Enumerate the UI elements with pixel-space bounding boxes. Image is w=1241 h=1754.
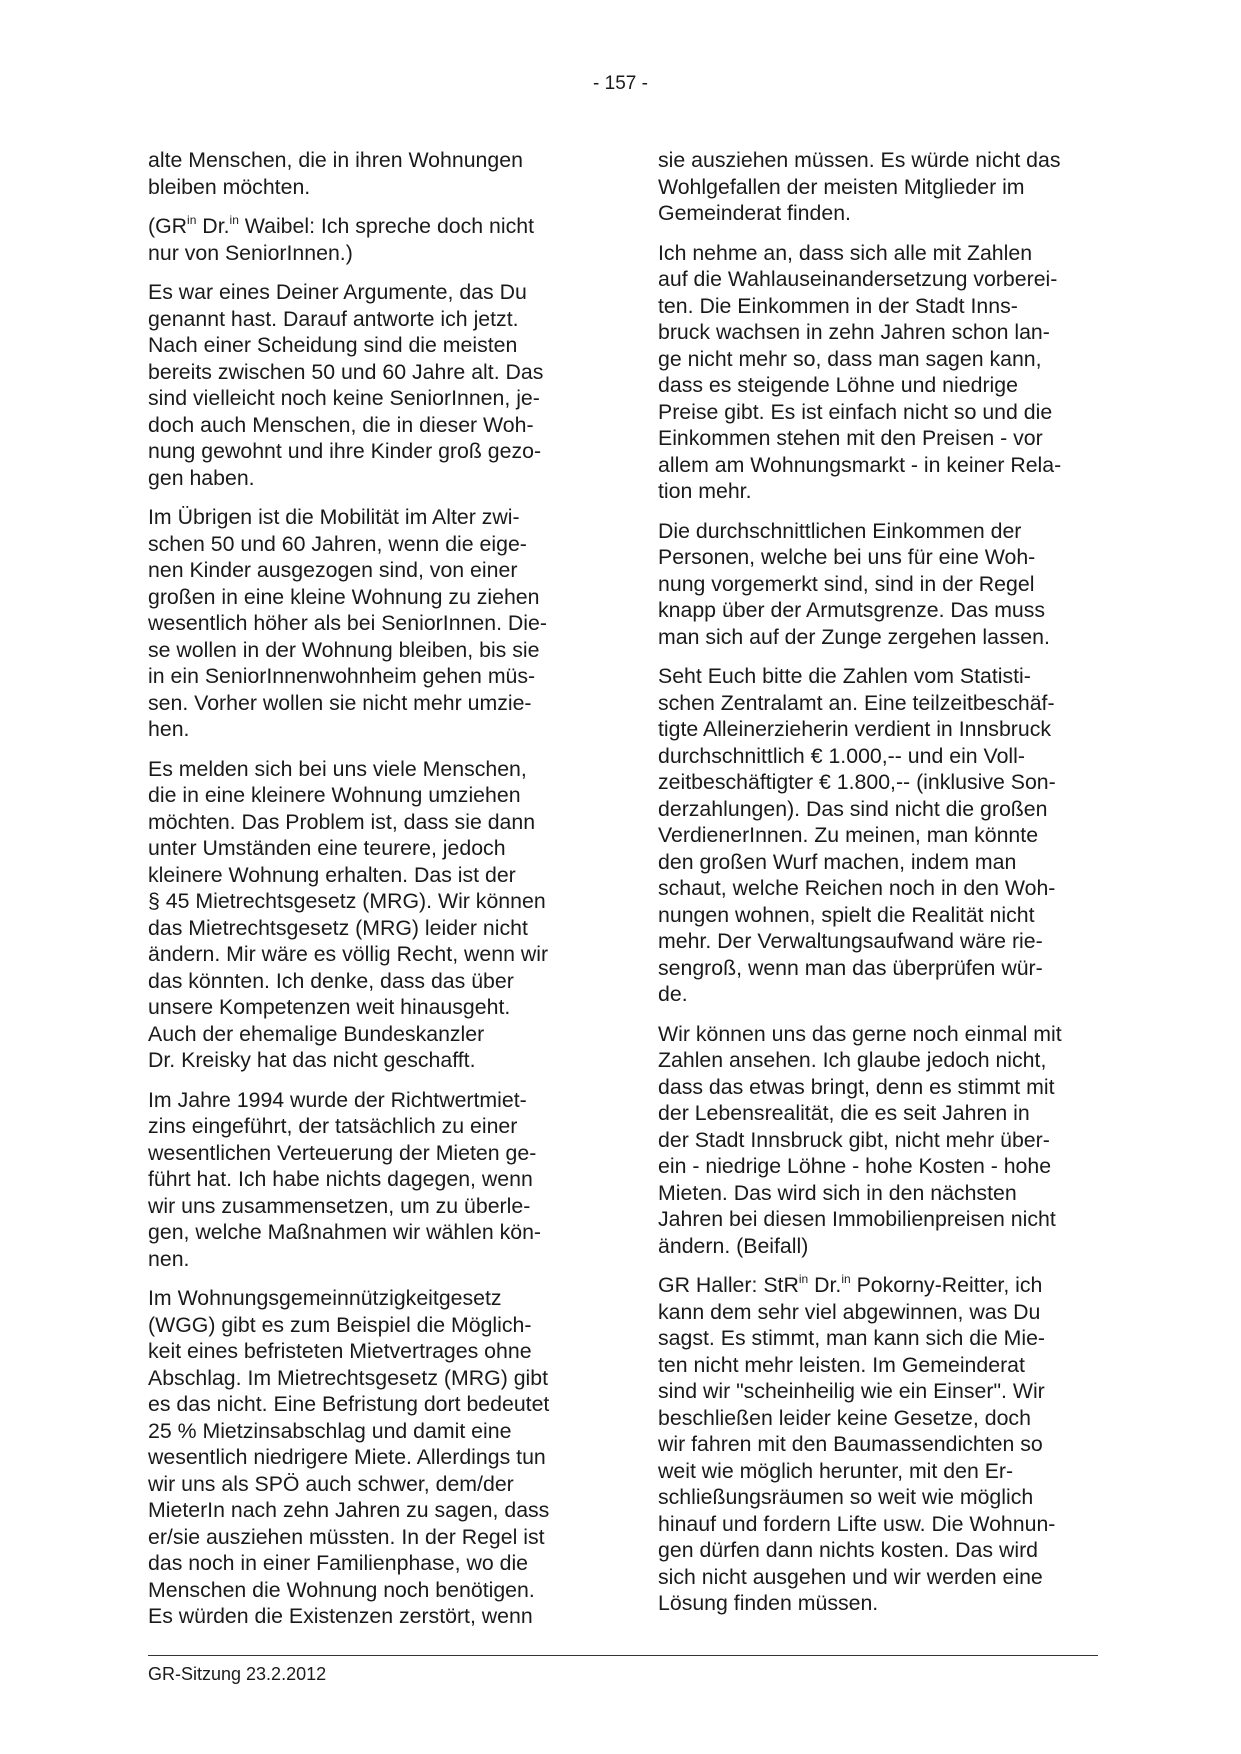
paragraph: Im Übrigen ist die Mobilität im Alter zwi- schen 50 und 60 Jahren, wenn die eige- nen Kinder ausgezogen sind, von einer großen in eine kleine Wohnung zu ziehen wesentlich höher als bei SeniorInnen. Die- se wollen in der Wohnung bleiben, bis sie in ein SeniorInnenwohnheim gehen müs- sen. Vorher wollen sie nicht mehr umzie- hen. <box>148 505 547 741</box>
left-column <box>148 147 588 1643</box>
text-run: Dr. <box>808 1273 842 1297</box>
text-run: (GR <box>148 214 188 238</box>
text-run: Dr. <box>196 214 230 238</box>
paragraph: Seht Euch bitte die Zahlen vom Statisti- schen Zentralamt an. Eine teilzeitbeschäf- tigte Alleinerzieherin verdient in Innsbruck durchschnittlich € 1.000,-- und ein Voll- zeitbeschäftigter € 1.800,-- (inklusive Son- derzahlungen). Das sind nicht die großen VerdienerInnen. Zu meinen, man könnte den großen Wurf machen, indem man schaut, welche Reichen noch in den Woh- nungen wohnen, spielt die Realität nicht mehr. Der Verwaltungsaufwand wäre rie- sengroß, wenn man das überprüfen wür- de. <box>658 664 1056 1006</box>
paragraph: Es melden sich bei uns viele Menschen, die in eine kleinere Wohnung umziehen möchten. Das Problem ist, dass sie dann unter Umständen eine teurere, jedoch kleinere Wohnung erhalten. Das ist der § 45 Mietrechtsgesetz (MRG). Wir können das Mietrechtsgesetz (MRG) leider nicht ändern. Mir wäre es völlig Recht, wenn wir das könnten. Ich denke, dass das über unsere Kompetenzen weit hinausgeht. Auch der ehemalige Bundeskanzler Dr. Kreisky hat das nicht geschafft. <box>148 756 549 1072</box>
paragraph: Im Jahre 1994 wurde der Richtwertmiet- zins eingeführt, der tatsächlich zu einer wesentlichen Verteuerung der Mieten ge- führt hat. Ich habe nichts dagegen, wenn wir uns zusammensetzen, um zu überle- gen, welche Maßnahmen wir wählen kön- nen. <box>148 1087 542 1271</box>
paragraph: Wir können uns das gerne noch einmal mit Zahlen ansehen. Ich glaube jedoch nicht, dass das etwas bringt, denn es stimmt mit der Lebensrealität, die es seit Jahren in der Stadt Innsbruck gibt, nicht mehr über- ein - niedrige Löhne - hohe Kosten - hohe Mieten. Das wird sich in den nächsten Jahren bei diesen Immobilienpreisen nicht ändern. (Beifall) <box>658 1021 1062 1258</box>
paragraph: Im Wohnungsgemeinnützigkeitgesetz (WGG) gibt es zum Beispiel die Möglich- keit eines befristeten Mietvertrages ohne Abschlag. Im Mietrechtsgesetz (MRG) gibt es das nicht. Eine Befristung dort bedeutet 25 % Mietzinsabschlag und damit eine wesentlich niedrigere Miete. Allerdings tun wir uns als SPÖ auch schwer, dem/der MieterIn nach zehn Jahren zu sagen, dass er/sie ausziehen müssten. In der Regel ist das noch in einer Familienphase, wo die Menschen die Wohnung noch benötigen. Es würden die Existenzen zerstört, wenn <box>148 1286 550 1628</box>
superscript: in <box>187 212 197 227</box>
paragraph: Ich nehme an, dass sich alle mit Zahlen auf die Wahlauseinandersetzung vorberei- ten. Die Einkommen in der Stadt Inns- bruck wachsen in zehn Jahren schon lan- ge nicht mehr so, dass man sagen kann, dass es steigende Löhne und niedrige Preise gibt. Es ist einfach nicht so und die Einkommen stehen mit den Preisen - vor allem am Wohnungsmarkt - in keiner Rela- tion mehr. <box>658 240 1062 503</box>
paragraph: Die durchschnittlichen Einkommen der Personen, welche bei uns für eine Woh- nung vorgemerkt sind, sind in der Regel knapp über der Armutsgrenze. Das muss man sich auf der Zunge zergehen lassen. <box>658 518 1050 649</box>
text-run: GR Haller: StR <box>658 1273 799 1297</box>
paragraph: Es war eines Deiner Argumente, das Du genannt hast. Darauf antworte ich jetzt. Nach einer Scheidung sind die meisten bereits zwischen 50 und 60 Jahre alt. Das sind vielleicht noch keine SeniorInnen, je- doch auch Menschen, die in dieser Woh- nung gewohnt und ihre Kinder groß gezo- gen haben. <box>148 280 544 490</box>
superscript: in <box>798 1271 809 1286</box>
paragraph: sie ausziehen müssen. Es würde nicht das Wohlgefallen der meisten Mitglieder im Gemeinderat finden. <box>658 148 1061 225</box>
footer-text: GR-Sitzung 23.2.2012 <box>148 1664 327 1684</box>
superscript: in <box>841 1271 851 1286</box>
text-run: Waibel: Ich spreche doch nicht nur von SeniorInnen.) <box>148 214 535 265</box>
paragraph: alte Menschen, die in ihren Wohnungen bleiben möchten. <box>148 148 523 199</box>
right-column <box>658 147 1098 1630</box>
text-run: Pokorny-Reitter, ich kann dem sehr viel abgewinnen, was Du sagst. Es stimmt, man kann sich die Mie- ten nicht mehr leisten. Im Gemeinderat sind wir "scheinheilig wie ein Einser". Wir beschließen leider keine Gesetze, doch wir fahren mit den Baumassendichten so weit wie möglich herunter, mit den Er- schließungsräumen so weit wie möglich hinauf und fordern Lifte usw. Die Wohnun- gen dürfen dann nichts kosten. Das wird sich nicht ausgehen und wir werden eine Lösung finden müssen. <box>658 1273 1056 1615</box>
footer-divider <box>148 1655 1098 1656</box>
page-number: - 157 - <box>593 73 648 94</box>
superscript: in <box>229 212 239 227</box>
paragraph-speaker <box>658 1272 1098 1617</box>
paragraph-interjection <box>148 213 588 266</box>
